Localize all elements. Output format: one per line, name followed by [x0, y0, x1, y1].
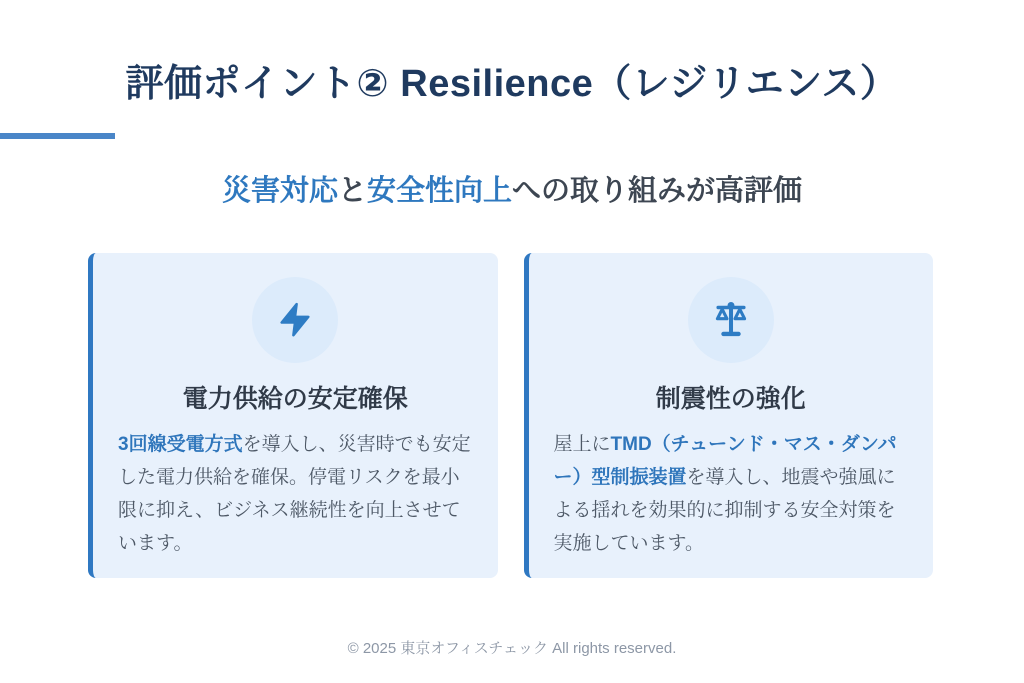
title-accent-bar [0, 133, 115, 139]
text-segment: 3回線受電方式 [118, 434, 243, 455]
card-power-supply [88, 253, 498, 578]
card-title: 電力供給の安定確保 [182, 385, 408, 413]
text-segment: 災害対応 [221, 175, 338, 207]
text-segment: TMD（チューンド・マス・ダンパー）型制振装置 [553, 434, 897, 489]
lightning-icon [276, 301, 314, 339]
page-title: 評価ポイント② Resilience（レジリエンス） [125, 63, 899, 105]
icon-circle [252, 277, 338, 363]
icon-circle [688, 277, 774, 363]
card-vibration-control [524, 253, 934, 578]
card-body [93, 428, 498, 560]
cards-row [88, 253, 933, 578]
scales-icon [709, 298, 753, 342]
text-segment: 屋上に [553, 434, 611, 455]
text-segment: への取り組みが高評価 [512, 175, 803, 207]
text-segment: を導入し、地震や強風による揺れを効果的に抑制する安全対策を実施しています。 [553, 467, 896, 555]
text-segment: 安全性向上 [367, 175, 513, 207]
subtitle [0, 168, 1024, 209]
text-segment: を導入し、災害時でも安定した電力供給を確保。停電リスクを最小限に抑え、ビジネス継続性を向上させています。 [118, 434, 471, 555]
copyright: © 2025 東京オフィスチェック All rights reserved. [347, 640, 677, 657]
card-body [529, 428, 934, 560]
card-title: 制震性の強化 [655, 385, 806, 413]
text-segment: と [337, 175, 367, 207]
